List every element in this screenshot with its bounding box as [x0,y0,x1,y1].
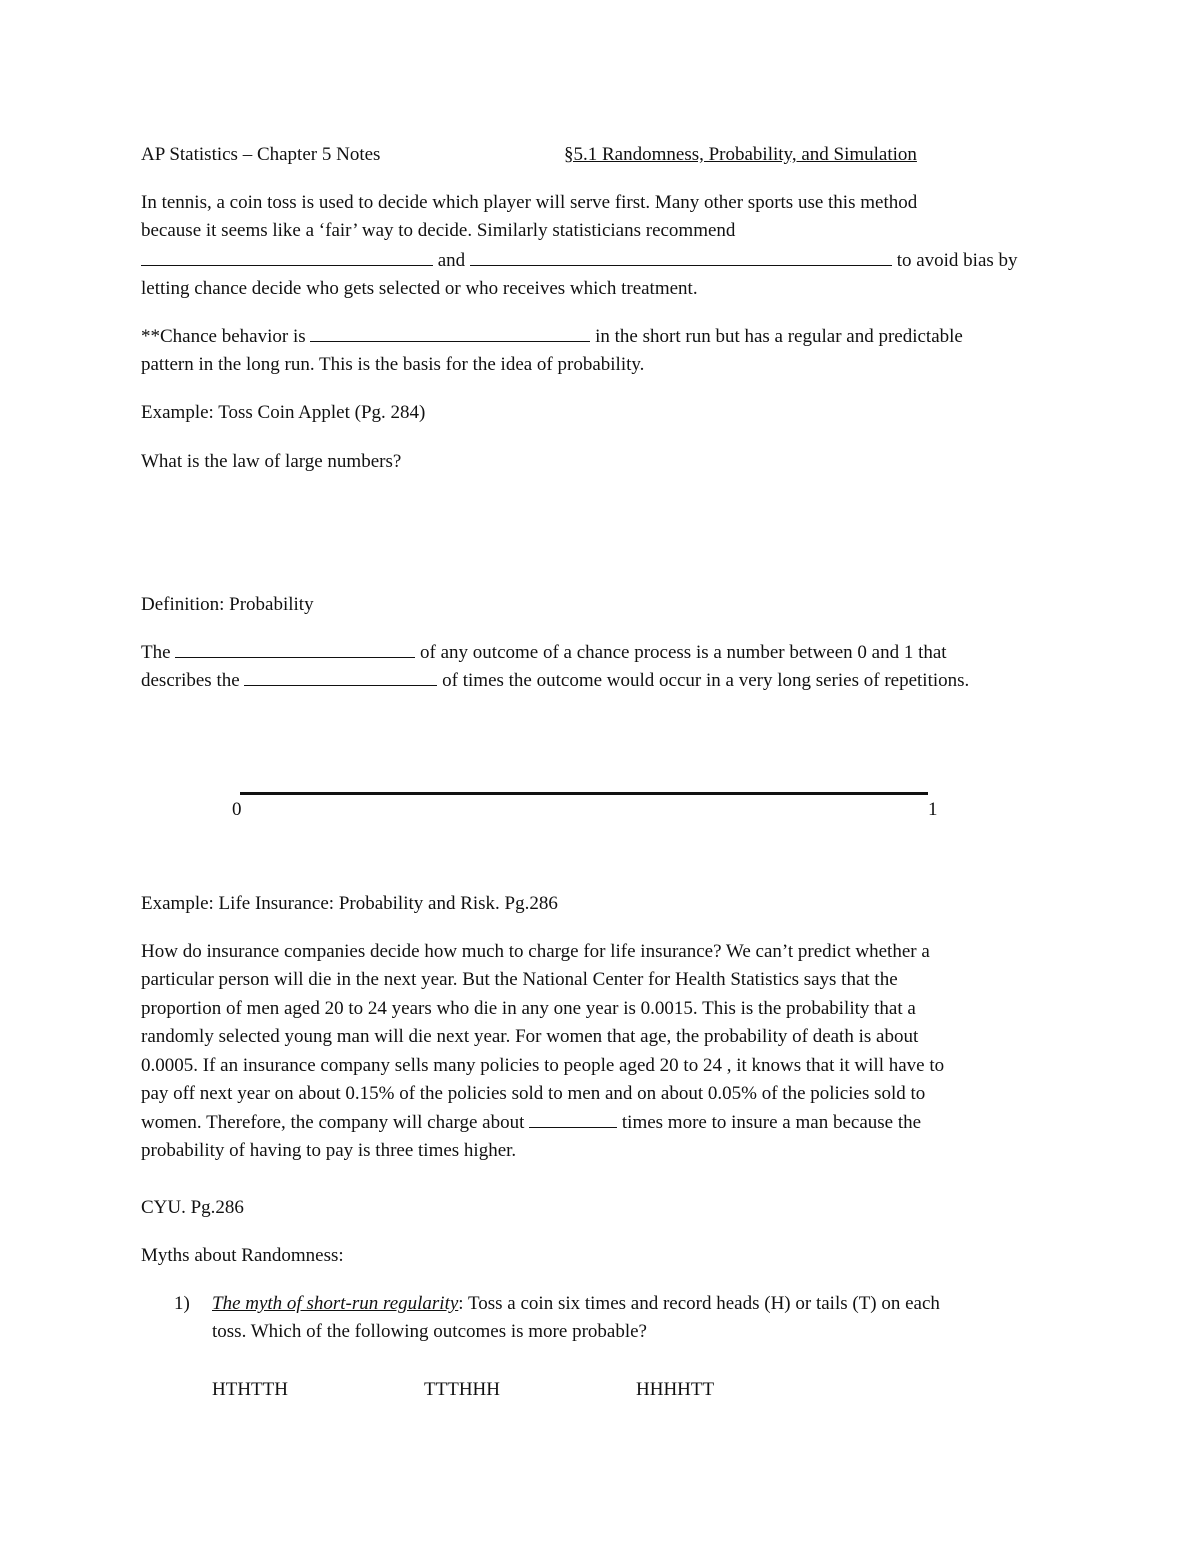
insurance-line-3: proportion of men aged 20 to 24 years who die in any one year is 0.0015. This is the probability that a [141,998,916,1019]
insurance-line-6: pay off next year on about 0.15% of the policies sold to men and on about 0.05% of the policies sold to [141,1083,926,1104]
fill-in-blank [141,247,433,266]
outcome-2: TTTHHH [424,1379,500,1400]
fill-in-blank [310,323,590,342]
insurance-line-5: 0.0005. If an insurance company sells many policies to people aged 20 to 24 , it knows that it will have to [141,1055,945,1076]
fill-in-blank [470,247,892,266]
chance-line-1 [141,323,963,351]
scale-min-label: 0 [232,799,242,820]
insurance-line-7 [141,1109,921,1137]
intro-and-text: and [437,250,466,271]
myths-title: Myths about Randomness: [141,1245,344,1266]
myth-term: The myth of short-run regularity [212,1293,459,1314]
outcome-1: HTHTTH [212,1379,288,1400]
myth-item-1-rest: : Toss a coin six times and record heads (H) or tails (T) on each [458,1293,940,1314]
myth-item-1-line-2: toss. Which of the following outcomes is more probable? [212,1321,647,1342]
insurance-line-7-end: times more to insure a man because the [621,1112,922,1133]
scale-max-label: 1 [928,799,938,820]
definition-line-1 [141,639,947,667]
question-law-of-large-numbers: What is the law of large numbers? [141,451,402,472]
intro-line-3 [141,247,1018,275]
insurance-line-4: randomly selected young man will die next year. For women that age, the probability of death is about [141,1026,919,1047]
intro-line-1: In tennis, a coin toss is used to decide which player will serve first. Many other sports use this method [141,192,918,213]
intro-line-2: because it seems like a ‘fair’ way to decide. Similarly statisticians recommend [141,220,736,241]
chance-line-2: pattern in the long run. This is the basis for the idea of probability. [141,354,645,375]
insurance-line-2: particular person will die in the next year. But the National Center for Health Statistics says that the [141,969,898,990]
definition-line-1-end: of any outcome of a chance process is a number between 0 and 1 that [420,642,947,663]
fill-in-blank [529,1109,617,1128]
definition-line-2-start: describes the [141,670,240,691]
header-section-title: §5.1 Randomness, Probability, and Simulation [564,144,917,165]
outcome-3: HHHHTT [636,1379,715,1400]
example-toss-coin: Example: Toss Coin Applet (Pg. 284) [141,402,426,423]
insurance-line-1: How do insurance companies decide how much to charge for life insurance? We can’t predict whether a [141,941,930,962]
cyu-reference: CYU. Pg.286 [141,1197,244,1218]
insurance-line-7-start: women. Therefore, the company will charge about [141,1112,525,1133]
definition-line-2 [141,667,969,695]
definition-line-2-end: of times the outcome would occur in a very long series of repetitions. [442,670,970,691]
intro-line-3-end: to avoid bias by [896,250,1018,271]
chance-start: **Chance behavior is [141,326,306,347]
example-life-insurance-title: Example: Life Insurance: Probability and Risk. Pg.286 [141,893,558,914]
fill-in-blank [244,667,437,686]
myth-item-number: 1) [174,1293,190,1314]
insurance-line-8: probability of having to pay is three times higher. [141,1140,517,1161]
header-left: AP Statistics – Chapter 5 Notes [141,144,381,165]
fill-in-blank [175,639,415,658]
myth-item-1 [212,1290,940,1318]
intro-line-4: letting chance decide who gets selected or who receives which treatment. [141,278,698,299]
probability-scale-line [240,792,928,795]
definition-line-1-start: The [141,642,171,663]
chance-end: in the short run but has a regular and predictable [595,326,963,347]
definition-title: Definition: Probability [141,594,314,615]
